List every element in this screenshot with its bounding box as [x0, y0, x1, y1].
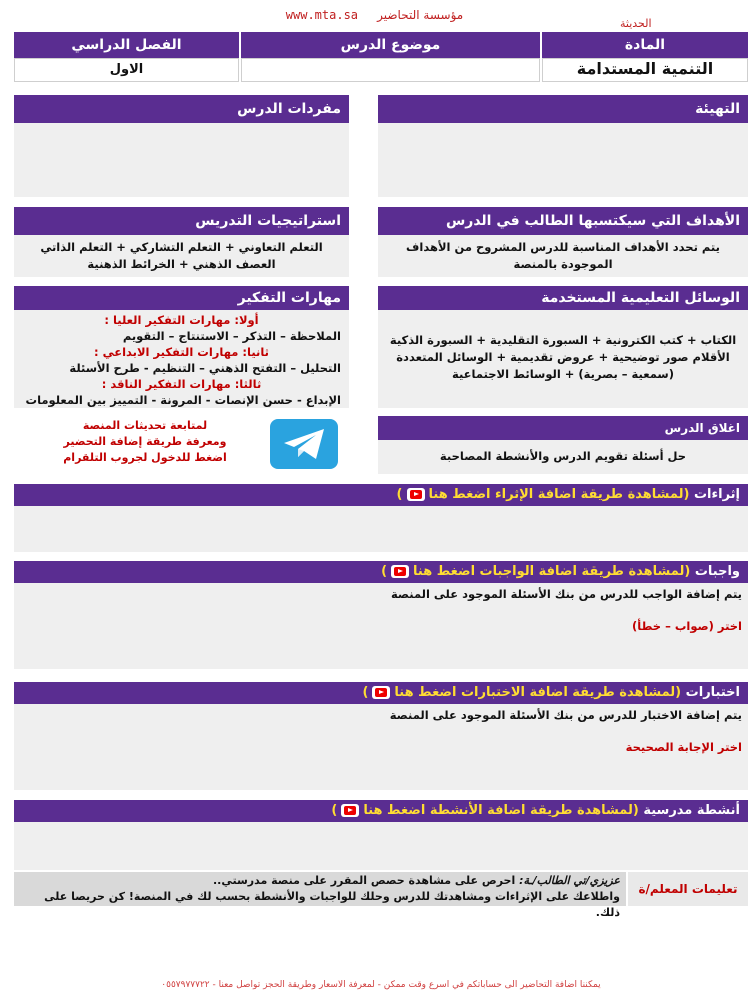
youtube-icon [341, 804, 359, 817]
strategies-line2: العصف الذهني + الخرائط الذهنية [87, 257, 276, 271]
footer-text: يمكننا اضافة التحاضير الى حساباتكم في أسرع وقت ممكن - لمعرفة الأسعار وطريقة الحجز تواصل معنا - ٠٥٥٧٩٧٧٧٢٢ [161, 980, 601, 990]
homework-body [14, 583, 748, 669]
closing-box [378, 440, 748, 474]
vocab-title: مفردات الدرس [14, 95, 349, 123]
activities-header [14, 800, 748, 822]
semester-value: الاول [14, 58, 239, 82]
enrichment-link[interactable]: (لمشاهدة طريقة اضافة الإثراء اضغط هنا) [396, 487, 690, 502]
thinking-l2: التحليل – التفتح الذهني – التنظيم - طرح الأسئلة [69, 361, 341, 375]
activities-title: أنشطة مدرسية [643, 803, 740, 818]
telegram-line2: ومعرفة طريقة إضافة التحضير [63, 435, 227, 448]
activities-link[interactable]: (لمشاهدة طريقة اضافة الأنشطة اضغط هنا) [331, 803, 639, 818]
warmup-body [378, 123, 748, 197]
youtube-icon [407, 488, 425, 501]
youtube-icon [391, 565, 409, 578]
instructions-line1 [20, 873, 620, 889]
instructions-label: تعليمات المعلم/ة [628, 872, 748, 906]
warmup-title: التهيئة [378, 95, 748, 123]
semester-header: الفصل الدراسي [14, 32, 239, 58]
objectives-title: الأهداف التي سيكتسبها الطالب في الدرس [378, 207, 748, 235]
thinking-h1: أولا: مهارات التفكير العليا : [104, 313, 259, 327]
homework-choice: اختر (صواب – خطأ) [632, 619, 742, 633]
enrichment-header [14, 484, 748, 506]
strategies-title: استراتيجيات التدريس [14, 207, 349, 235]
thinking-h3: ثالثا: مهارات التفكير الناقد : [101, 377, 262, 391]
tools-box [378, 310, 748, 408]
telegram-button[interactable] [270, 419, 338, 469]
telegram-icon [270, 419, 338, 469]
strategies-line1: التعلم التعاوني + التعلم التشاركي + التعلم الذاتي [40, 240, 323, 254]
thinking-title: مهارات التفكير [14, 286, 349, 310]
telegram-text[interactable] [40, 418, 250, 466]
homework-text: يتم إضافة الواجب للدرس من بنك الأسئلة الموجود على المنصة [390, 587, 742, 601]
site-url[interactable]: www.mta.sa [285, 8, 359, 22]
tests-text: يتم إضافة الاختبار للدرس من بنك الأسئلة الموجود على المنصة [389, 708, 742, 722]
thinking-box [14, 310, 349, 408]
tests-body [14, 704, 748, 790]
enrichment-title: إثراءات [693, 487, 740, 502]
instructions-text1: احرص على مشاهدة حصص المقرر على منصة مدرستي.. [212, 874, 520, 887]
objectives-text: يتم تحدد الأهداف المناسبة للدرس المشروح من الأهداف الموجودة بالمنصة [406, 240, 720, 271]
tools-title: الوسائل التعليمية المستخدمة [378, 286, 748, 310]
tools-line1: الكتاب + كتب الكترونية + السبورة التقليدية + السبورة الذكية [389, 333, 737, 347]
youtube-icon [372, 686, 390, 699]
topic-header: موضوع الدرس [241, 32, 540, 58]
topic-value [241, 58, 540, 82]
homework-link[interactable]: (لمشاهدة طريقة اضافة الواجبات اضغط هنا) [381, 564, 691, 579]
thinking-h2: ثانيا: مهارات التفكير الابداعي : [94, 345, 269, 359]
tests-link[interactable]: (لمشاهدة طريقة اضافة الاختبارات اضغط هنا) [362, 685, 682, 700]
closing-text: حل أسئلة تقويم الدرس والأنشطة المصاحبة [439, 449, 687, 463]
instructions-prefix: عزيزي/تي الطالب/ـة: [519, 874, 620, 887]
telegram-line3: اضغط للدخول لجروب التلقرام [63, 451, 227, 464]
tools-line2: الأقلام صور توضيحية + عروض تقديمية + الوسائل المتعددة [396, 350, 730, 364]
subject-header: المادة [542, 32, 748, 58]
instructions-box [14, 872, 626, 919]
thinking-l1: الملاحظة – التذكر – الاستنتاج – التقويم [122, 329, 341, 343]
info-table [14, 32, 748, 82]
org-sub: الحديثة [620, 17, 652, 30]
vocab-body [14, 123, 349, 197]
tests-choice: اختر الإجابة الصحيحة [625, 740, 742, 754]
activities-body [14, 822, 748, 870]
objectives-box [378, 235, 748, 277]
homework-title: واجبات [694, 564, 740, 579]
closing-title: اغلاق الدرس [378, 416, 748, 440]
instructions-line2: واطلاعك على الإثراءات ومشاهدتك للدرس وحلك للواجبات والأنشطة بحسب لك في المنصة! كن حريصا على ذلك. [44, 890, 620, 919]
tests-title: اختبارات [685, 685, 740, 700]
tools-line3: (سمعية – بصرية) + الوسائط الاجتماعية [452, 367, 674, 381]
subject-value: التنمية المستدامة [542, 58, 748, 82]
enrichment-body [14, 506, 748, 552]
strategies-box [14, 235, 349, 277]
tests-header [14, 682, 748, 704]
telegram-line1: لمتابعة تحديثات المنصة [82, 419, 208, 432]
thinking-l3: الإبداع - حسن الإنصات - المرونة - التمييز بين المعلومات [25, 393, 341, 407]
org-name: مؤسسة التحاضير [377, 8, 464, 22]
homework-header [14, 561, 748, 583]
